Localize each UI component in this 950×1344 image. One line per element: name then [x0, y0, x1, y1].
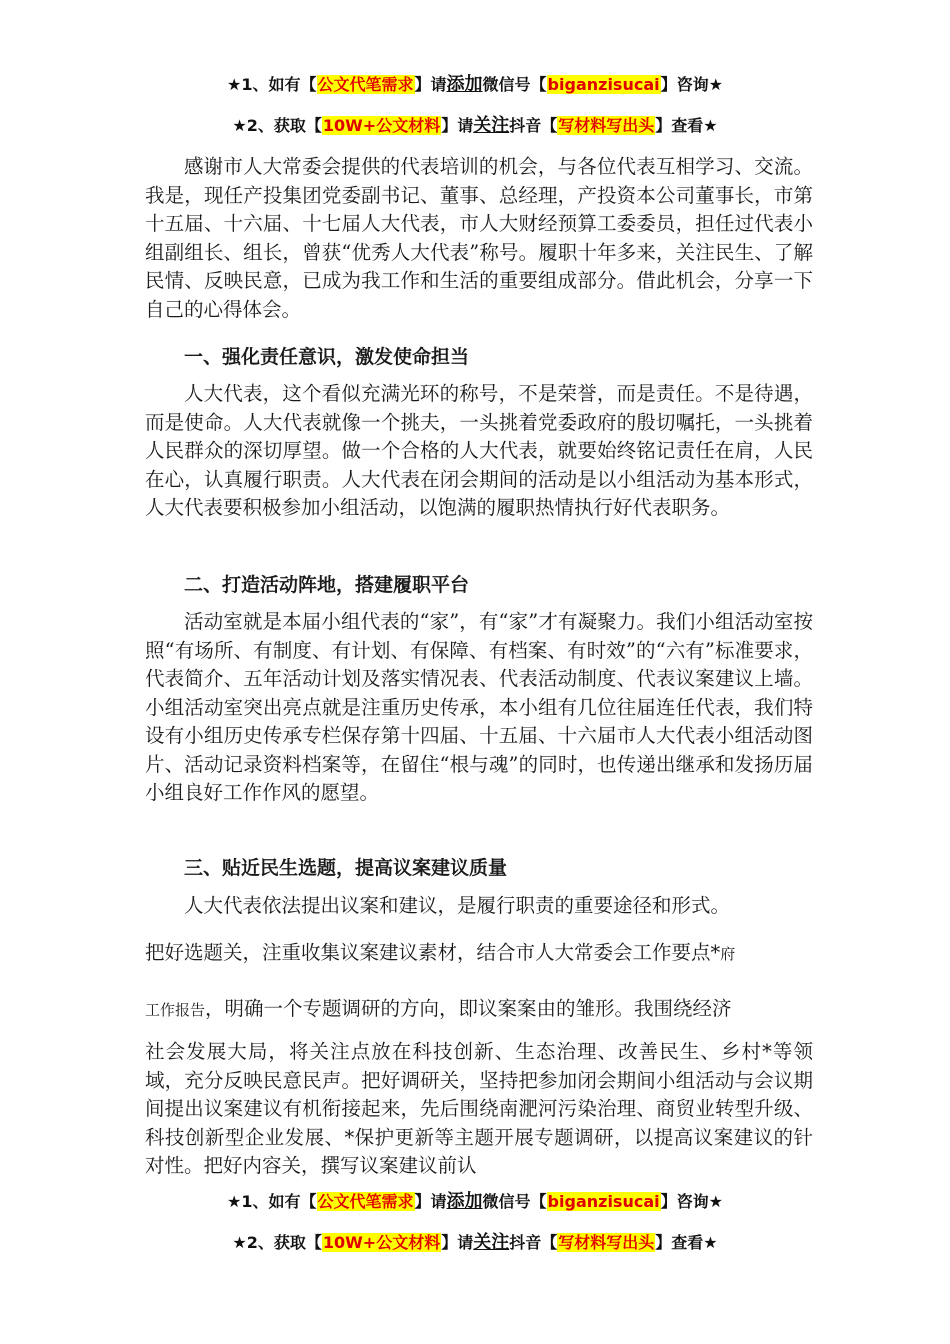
banner-highlight-douyin: 写材料写出头 — [558, 116, 655, 135]
section-2-block — [145, 608, 813, 808]
section-3-line-3-head: 工作报告 — [145, 1001, 206, 1019]
banner-text: ★2、获取【 — [232, 1233, 322, 1252]
banner-text: 】查看★ — [655, 1233, 718, 1252]
banner-highlight: 公文代笔需求 — [317, 1192, 414, 1211]
section-3-line-3-block — [145, 995, 813, 1025]
banner-text: ★2、获取【 — [232, 116, 322, 135]
intro-paragraph: 感谢市人大常委会提供的代表培训的机会，与各位代表互相学习、交流。我是，现任产投集团党委副书记、董事、总经理，产投资本公司董事长，市第十五届、十六届、十七届人大代表，市人大财经预算工委委员，担任过代表小组副组长、组长，曾获“优秀人大代表”称号。履职十年多来，关注民生、了解民情、反映民意，已成为我工作和生活的重要组成部分。借此机会，分享一下自己的心得体会。 — [145, 155, 813, 321]
banner-highlight: 10W+公文材料 — [322, 1233, 441, 1252]
banner-underline: 关注 — [473, 115, 510, 136]
banner-text: 】咨询★ — [660, 1192, 723, 1211]
section-3-paragraph: 社会发展大局，将关注点放在科技创新、生态治理、改善民生、乡村*等领域，充分反映民意民声。把好调研关，坚持把参加闭会期间小组活动与会议期间提出议案建议有机衔接起来，先后围绕南淝河污染治理、商贸业转型升级、科技创新型企业发展、*保护更新等主题开展专题调研，以提高议案建议的针对性。把好内容关，撰写议案建议前认 — [145, 1040, 813, 1177]
section-1-paragraph: 人大代表，这个看似充满光环的称号，不是荣誉，而是责任。不是待遇，而是使命。人大代表就像一个挑夫，一头挑着党委政府的殷切嘱托，一头挑着人民群众的深切厚望。做一个合格的人大代表，就要始终铭记责任在肩，人民在心，认真履行职责。人大代表在闭会期间的活动是以小组活动为基本形式，人大代表要积极参加小组活动，以饱满的履职热情执行好代表职务。 — [145, 382, 813, 519]
banner-text: ★1、如有【 — [227, 75, 317, 94]
banner-highlight-wechat: biganzisucai — [547, 1192, 660, 1211]
section-1-block — [145, 380, 813, 523]
bottom-banner-line-2 — [0, 1228, 950, 1254]
section-3-line-2-tail: 府 — [720, 945, 736, 963]
banner-underline: 关注 — [473, 1232, 510, 1253]
banner-highlight: 10W+公文材料 — [322, 116, 441, 135]
banner-highlight: 公文代笔需求 — [317, 75, 414, 94]
section-3-line-2 — [145, 939, 813, 969]
top-banner-line-2 — [0, 111, 950, 137]
section-3-line-3-text: ，明确一个专题调研的方向，即议案案由的雏形。我围绕经济 — [205, 997, 732, 1020]
banner-highlight-wechat: biganzisucai — [547, 75, 660, 94]
banner-text: 】请 — [441, 116, 474, 135]
banner-text: 微信号【 — [482, 75, 547, 94]
banner-text: 】咨询★ — [660, 75, 723, 94]
section-3-block — [145, 1038, 813, 1181]
section-3-heading: 三、贴近民生选题，提高议案建议质量 — [184, 857, 508, 879]
banner-highlight-douyin: 写材料写出头 — [558, 1233, 655, 1252]
section-3-line-1: 人大代表依法提出议案和建议，是履行职责的重要途径和形式。 — [184, 894, 731, 917]
banner-text: 】查看★ — [655, 116, 718, 135]
banner-text: 微信号【 — [482, 1192, 547, 1211]
section-2-heading: 二、打造活动阵地，搭建履职平台 — [184, 574, 470, 596]
banner-text: ★1、如有【 — [227, 1192, 317, 1211]
banner-underline: 添加 — [446, 74, 483, 95]
intro-block — [145, 153, 813, 324]
banner-text: 】请 — [414, 1192, 447, 1211]
bottom-banner-line-1 — [0, 1187, 950, 1213]
banner-text: 抖音【 — [509, 1233, 558, 1252]
banner-text: 】请 — [441, 1233, 474, 1252]
top-banner-line-1 — [0, 70, 950, 96]
banner-text: 抖音【 — [509, 116, 558, 135]
section-2-paragraph: 活动室就是本届小组代表的“家”，有“家”才有凝聚力。我们小组活动室按照“有场所、有制度、有计划、有保障、有档案、有时效”的“六有”标准要求，代表简介、五年活动计划及落实情况表、代表活动制度、代表议案建议上墙。小组活动室突出亮点就是注重历史传承，本小组有几位往届连任代表，我们特设有小组历史传承专栏保存第十四届、十五届、十六届市人大代表小组活动图片、活动记录资料档案等，在留住“根与魂”的同时，也传递出继承和发扬历届小组良好工作作风的愿望。 — [145, 610, 813, 804]
section-3-line-2-text: 把好选题关，注重收集议案建议素材，结合市人大常委会工作要点* — [145, 941, 721, 964]
section-1-heading: 一、强化责任意识，激发使命担当 — [184, 346, 470, 368]
banner-text: 】请 — [414, 75, 447, 94]
section-3-line-3 — [145, 995, 813, 1025]
banner-underline: 添加 — [446, 1191, 483, 1212]
section-3-line-1-block — [145, 892, 813, 921]
section-3-line-2-block — [145, 939, 813, 969]
